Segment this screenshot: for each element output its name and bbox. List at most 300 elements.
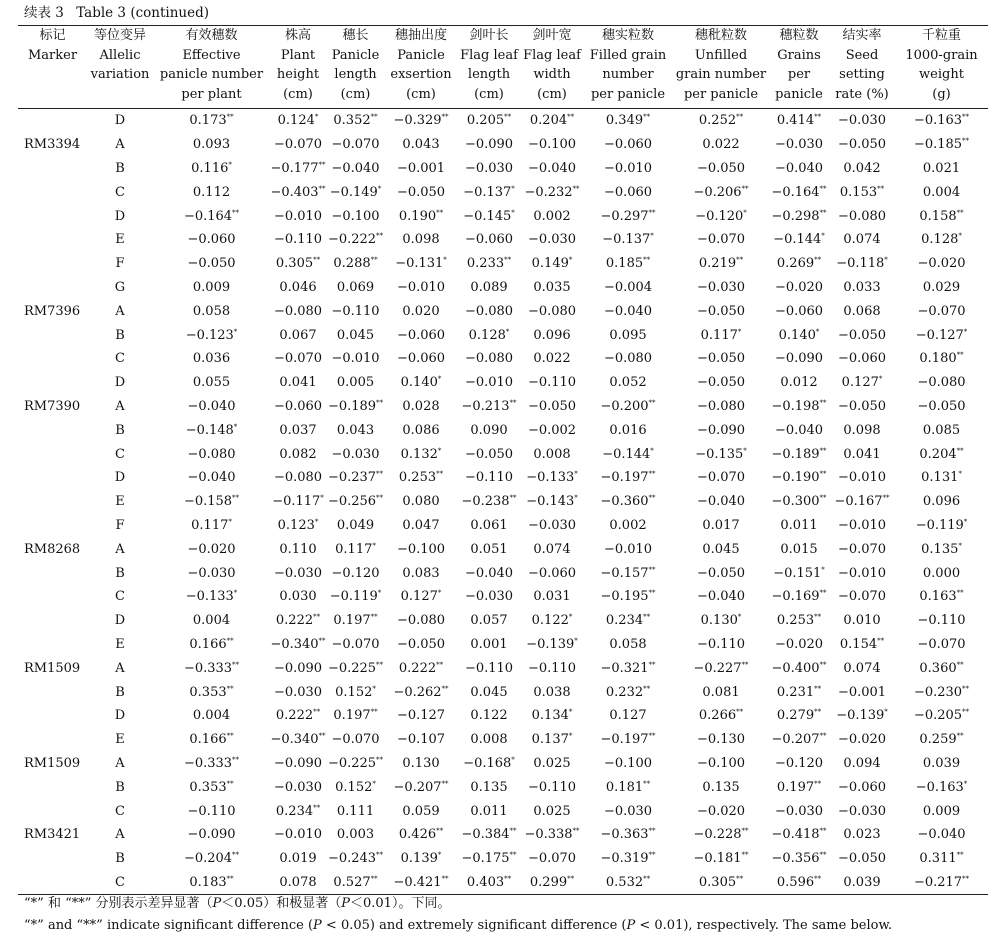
significance-mark: ** [441,113,449,122]
significance-mark: ** [956,660,964,669]
value-cell: −0.020 [837,732,887,748]
value-cell: −0.333** [183,660,240,676]
value-cell: −0.340** [270,732,326,748]
column-header-en: (cm) [340,86,371,102]
significance-mark: * [650,446,654,455]
value-cell: −0.197** [600,470,656,486]
column-header-cn: 穗粒数 [779,28,819,43]
value-cell: 0.051 [470,541,508,557]
value-cell: −0.010 [273,208,323,224]
significance-mark: * [958,541,962,550]
significance-mark: * [233,422,238,431]
significance-mark: ** [376,755,384,764]
value-cell: −0.100 [527,137,577,153]
table-row [18,823,988,847]
value-cell: −0.329** [393,113,449,129]
value-cell: 0.197** [776,779,822,795]
value-cell: −0.200** [600,398,656,414]
significance-mark: ** [376,398,384,407]
value-cell: 0.311** [919,851,964,867]
significance-mark: ** [648,732,656,741]
marker-cell [18,323,87,347]
value-cell: 0.352** [333,113,378,129]
significance-mark: ** [741,827,749,836]
column-header-en: exsertion [390,67,452,82]
value-cell: −0.107 [396,732,446,748]
value-cell: −0.050 [837,137,887,153]
value-cell: −0.070 [837,589,887,605]
value-cell: 0.035 [533,279,571,295]
value-cell: −0.143* [526,494,578,510]
table-row [18,442,988,466]
significance-mark: * [737,327,742,336]
value-cell: −0.421** [385,871,457,895]
value-cell: 0.299** [521,871,583,895]
value-cell: 0.231** [776,684,822,700]
value-cell: −0.120 [331,565,380,581]
significance-mark: ** [814,684,822,693]
value-cell: 0.403** [457,871,521,895]
footnote-cn-p: P [341,896,350,911]
allele-cell: E [115,232,125,248]
table-row [18,276,988,300]
value-cell: 0.047 [402,517,440,533]
value-cell: −0.230** [913,684,970,700]
footnote-en-mark-single: “*” [24,918,44,933]
value-cell: 0.059 [402,803,440,819]
value-cell: −0.060 [527,565,577,581]
column-header-cn: 穗长 [342,28,369,43]
value-cell: 0.052 [609,375,647,391]
marker-cell [18,442,87,466]
column-header-en: Marker [27,47,78,63]
value-cell: −0.151* [773,565,825,581]
column-header-en: per panicle [683,86,759,102]
column-header-en: (cm) [283,86,313,102]
marker-cell [18,204,87,228]
value-cell: −0.262** [393,684,449,700]
significance-mark: ** [956,351,964,360]
value-cell: 0.043 [336,422,375,438]
value-cell: 0.082 [279,446,317,462]
column-header-cn: 穗秕粒数 [694,28,747,43]
value-cell: −0.189** [327,398,384,414]
footnote-en [24,915,892,937]
value-cell: −0.110 [464,660,514,676]
significance-mark: * [372,779,376,788]
value-cell: 0.074 [843,232,881,248]
marker-cell: RM3421 [24,827,81,843]
allele-cell: B [115,160,125,176]
value-cell: 0.022 [702,137,740,153]
significance-mark: ** [956,208,964,217]
significance-mark: * [574,494,578,503]
significance-mark: ** [441,779,449,788]
value-cell: 0.061 [470,517,508,533]
value-cell: −0.363** [600,827,656,843]
significance-mark: ** [232,755,240,764]
significance-mark: ** [956,446,964,455]
significance-mark: ** [509,827,517,836]
value-cell: −0.232** [524,184,580,200]
allele-cell: A [115,660,125,676]
significance-mark: ** [572,184,580,193]
value-cell: 0.001 [470,636,508,652]
table-row [18,323,988,347]
value-cell: −0.010 [603,160,653,176]
value-cell: −0.157** [600,565,656,581]
table-row [18,871,988,895]
value-cell: −0.090 [273,660,323,676]
column-header-en: Panicle [397,47,445,63]
allele-cell: B [115,422,125,438]
value-cell: −0.010 [464,375,514,391]
value-cell: 0.259** [919,732,964,748]
value-cell: 0.140* [400,375,442,391]
significance-mark: ** [313,256,321,265]
value-cell: 0.190** [398,208,444,224]
value-cell: 0.033 [843,279,881,295]
significance-mark: ** [962,113,970,122]
significance-mark: ** [436,470,444,479]
value-cell: 0.022 [533,351,571,367]
significance-mark: ** [370,708,378,717]
value-cell: −0.040 [187,470,236,486]
table-header-row [18,26,988,109]
value-cell: −0.137* [602,232,654,248]
value-cell: 0.095 [609,327,647,343]
significance-mark: * [377,589,382,598]
value-cell: −0.139* [836,708,888,724]
allele-cell: C [115,184,125,200]
footnote-cn-p: P [212,896,222,911]
value-cell: 0.020 [402,303,440,319]
value-cell: 0.011 [780,517,818,533]
column-header-cn: 剑叶宽 [532,28,572,43]
value-cell: −0.205** [913,708,970,724]
allele-cell: D [114,375,126,391]
column-header-en: 1000-grain [905,47,978,63]
value-cell: 0.039 [829,871,895,895]
table-row [18,537,988,561]
significance-mark: * [568,256,573,265]
value-cell: −0.050 [837,851,887,867]
significance-mark: ** [226,636,234,645]
footnote-cn-text: ＜0.01）。下同。 [350,896,451,911]
value-cell: −0.127 [396,708,446,724]
allele-cell: F [115,256,125,272]
column-header-cn: 穗实粒数 [601,28,654,43]
value-cell: −0.118* [836,256,888,272]
value-cell: −0.100 [331,208,380,224]
value-cell: −0.040 [464,565,514,581]
significance-mark: * [821,565,825,574]
value-cell: 0.041 [279,375,317,391]
value-cell: −0.070 [273,137,323,153]
value-cell: −0.050 [187,256,236,272]
value-cell: −0.110 [527,660,577,676]
value-cell: −0.127* [915,327,968,343]
value-cell: −0.225** [327,755,384,771]
data-table [18,25,988,895]
value-cell: −0.418** [771,827,827,843]
table-row [18,347,988,371]
value-cell: −0.300** [771,494,827,510]
column-header-en: Allelic [99,47,141,63]
footnote-cn [24,893,892,915]
column-header-cn: 剑叶长 [469,28,509,43]
value-cell: −0.400** [771,660,827,676]
value-cell: −0.040 [696,494,746,510]
significance-mark: ** [376,660,384,669]
value-cell: −0.070 [696,470,746,486]
significance-mark: ** [643,113,651,122]
value-cell: −0.030 [837,803,887,819]
marker-cell: RM7390 [24,398,81,414]
value-cell: −0.110 [273,232,323,248]
significance-mark: * [511,184,515,193]
significance-mark: * [743,446,747,455]
value-cell: −0.020 [774,279,824,295]
allele-cell: G [114,279,126,295]
value-cell: 0.011 [470,803,508,819]
value-cell: 0.005 [336,375,375,391]
value-cell: 0.041 [843,446,881,462]
value-cell: −0.050 [696,303,746,319]
significance-mark: ** [643,779,651,788]
footnote-en-text: < 0.05) and extremely significant difference ( [321,918,627,933]
value-cell: 0.134* [531,708,573,724]
value-cell: 0.086 [402,422,440,438]
value-cell: −0.110 [696,636,746,652]
significance-mark: ** [819,589,827,598]
significance-mark: ** [648,851,656,860]
value-cell: 0.074 [843,660,881,676]
table-row [18,371,988,395]
value-cell: 0.117* [191,517,232,533]
value-cell: −0.204** [183,851,240,867]
value-cell: −0.050 [464,446,514,462]
significance-mark: * [320,494,324,503]
value-cell: 0.010 [843,613,881,629]
marker-cell [18,347,87,371]
value-cell: −0.195** [600,589,656,605]
value-cell: −0.040 [696,589,746,605]
value-cell: 0.008 [470,732,508,748]
value-cell: 0.016 [609,422,647,438]
value-cell: 0.023 [843,827,881,843]
significance-mark: ** [814,874,822,883]
marker-cell [18,228,87,252]
value-cell: 0.058 [192,303,231,319]
marker-cell [18,704,87,728]
value-cell: −0.158** [183,494,240,510]
significance-mark: * [437,589,442,598]
value-cell: 0.015 [780,541,818,557]
significance-mark: ** [648,208,656,217]
value-cell: 0.140* [778,327,820,343]
value-cell: 0.130* [700,613,742,629]
value-cell: 0.353** [189,684,234,700]
table-row [18,418,988,442]
value-cell: 0.137* [531,732,573,748]
value-cell: 0.025 [533,803,571,819]
value-cell: −0.070 [273,351,323,367]
value-cell: 0.019 [279,851,317,867]
significance-mark: ** [643,684,651,693]
allele-cell: C [115,589,125,605]
value-cell: −0.149* [329,184,382,200]
marker-cell [18,680,87,704]
value-cell: −0.004 [603,279,653,295]
value-cell: 0.043 [402,137,440,153]
allele-cell: B [115,327,125,343]
allele-cell: D [114,208,126,224]
significance-mark: ** [814,256,822,265]
value-cell: −0.177** [270,160,326,176]
significance-mark: * [233,327,238,336]
significance-mark: ** [962,874,970,883]
significance-mark: ** [648,470,656,479]
value-cell: 0.017 [702,517,740,533]
column-header-en: Unfilled [694,47,748,63]
value-cell: −0.120* [695,208,747,224]
significance-mark: ** [226,732,234,741]
value-cell: −0.090 [464,137,514,153]
value-cell: 0.008 [533,446,571,462]
significance-mark: ** [226,779,234,788]
value-cell: 0.031 [533,589,571,605]
value-cell: 0.116* [191,160,232,176]
value-cell: −0.030 [527,232,577,248]
value-cell: 0.269** [776,256,822,272]
value-cell: −0.164** [771,184,827,200]
column-header-cn: 株高 [284,28,311,43]
significance-mark: ** [376,470,384,479]
significance-mark: ** [232,851,240,860]
table-row [18,228,988,252]
significance-mark: ** [819,208,827,217]
value-cell: −0.010 [603,541,653,557]
marker-cell [18,561,87,585]
value-cell: 0.349** [605,113,651,129]
value-cell: −0.010 [273,827,323,843]
allele-cell: E [115,636,125,652]
value-cell: 0.081 [702,684,740,700]
footnote-cn-mark-double: “**” [65,896,92,911]
value-cell: −0.080 [527,303,577,319]
value-cell: −0.338** [524,827,580,843]
allele-cell: A [115,398,125,414]
value-cell: 0.135 [702,779,740,795]
value-cell: 0.004 [192,708,231,724]
value-cell: −0.050 [396,184,446,200]
footnote-cn-and: 和 [47,896,61,911]
significance-mark: ** [819,398,827,407]
table-row [18,109,988,133]
significance-mark: ** [370,613,378,622]
value-cell: −0.225** [327,660,384,676]
significance-mark: * [233,589,238,598]
marker-cell [18,775,87,799]
significance-mark: * [511,755,515,764]
value-cell: −0.070 [527,851,577,867]
value-cell: 0.253** [776,613,822,629]
value-cell: −0.110 [527,375,577,391]
column-header [457,26,521,109]
allele-cell: C [115,446,125,462]
column-header-en: width [533,67,571,82]
significance-mark: ** [318,160,326,169]
value-cell: −0.256** [327,494,384,510]
significance-mark: ** [877,636,885,645]
value-cell: 0.039 [922,755,961,771]
footnote-en-text: indicate significant difference ( [106,918,314,933]
table-row [18,204,988,228]
column-header [87,26,153,109]
value-cell: −0.030 [837,113,887,129]
allele-cell: F [115,517,125,533]
value-cell: −0.227** [693,660,749,676]
table-row [18,680,988,704]
column-header-en: per panicle [590,86,666,102]
value-cell: −0.060 [464,232,514,248]
column-header-cn: 标记 [39,28,66,43]
column-header-en: Effective [182,47,241,63]
value-cell: 0.266** [698,708,744,724]
value-cell: 0.132* [400,446,442,462]
allele-cell: D [114,470,126,486]
value-cell: 0.127* [400,589,442,605]
value-cell: 0.012 [780,375,818,391]
value-cell: 0.222** [398,660,444,676]
value-cell: −0.090 [696,422,746,438]
value-cell: 0.233** [466,256,512,272]
significance-mark: * [377,184,382,193]
marker-cell [18,371,87,395]
column-header-en: height [276,67,320,82]
table-row [18,561,988,585]
column-header-cn: 穗抽出度 [394,28,447,43]
column-header-en: Flag leaf [523,47,581,63]
value-cell: −0.137* [463,184,515,200]
column-header [769,26,829,109]
value-cell: 0.222** [275,613,321,629]
significance-mark: ** [436,660,444,669]
significance-mark: ** [648,589,656,598]
significance-mark: ** [962,708,970,717]
value-cell: −0.319** [600,851,656,867]
value-cell: 0.222** [275,708,321,724]
value-cell: −0.198** [771,398,827,414]
value-cell: 0.025 [533,755,571,771]
allele-cell: C [87,871,153,895]
table-row [18,656,988,680]
significance-mark: * [884,256,888,265]
value-cell: 0.030 [279,589,317,605]
value-cell: 0.154** [839,636,885,652]
value-cell: −0.030 [696,279,746,295]
significance-mark: ** [504,113,512,122]
significance-mark: ** [956,851,964,860]
table-row [18,609,988,633]
significance-mark: * [963,779,968,788]
significance-mark: ** [819,827,827,836]
footnote-cn-text: 分别表示差异显著（ [95,896,213,911]
allele-cell: A [115,755,125,771]
significance-mark: ** [232,494,240,503]
value-cell: 0.131* [921,470,962,486]
